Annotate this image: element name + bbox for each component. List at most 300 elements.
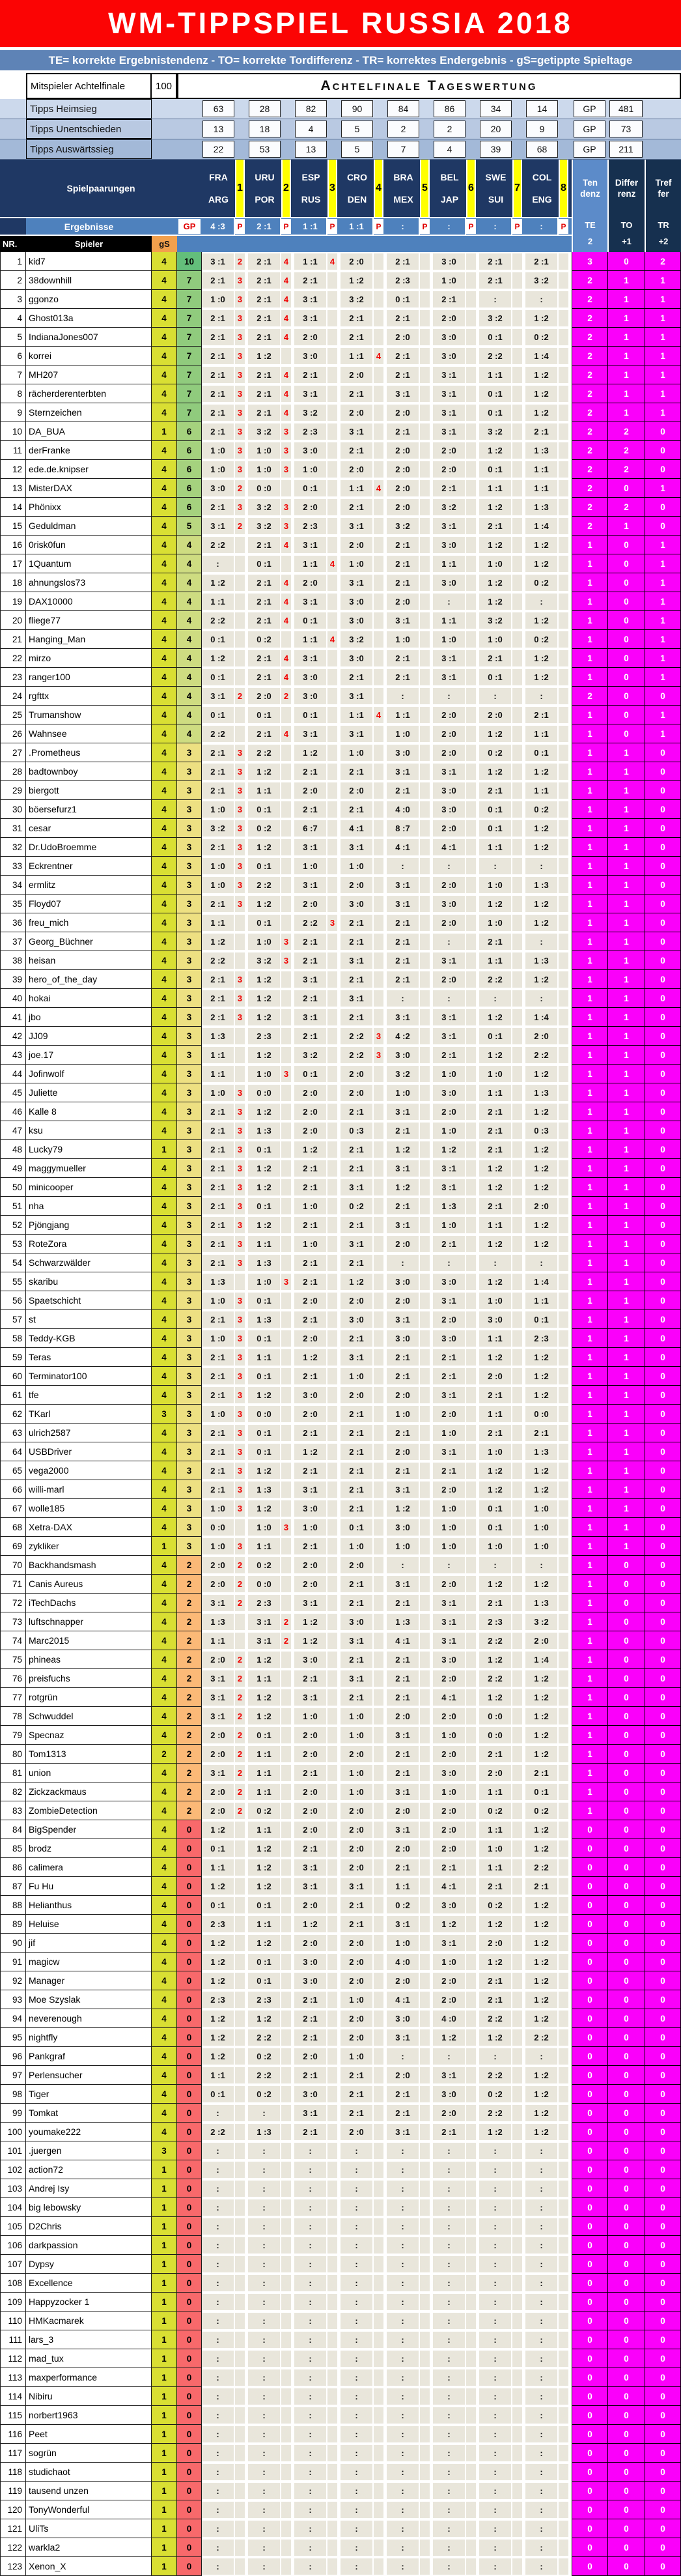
points-cell	[374, 2483, 383, 2499]
te-value: 0	[572, 1915, 607, 1934]
points-cell	[559, 2143, 568, 2159]
to-value: 1	[607, 819, 645, 838]
points-cell	[512, 2256, 522, 2272]
points-cell	[559, 1236, 568, 1252]
gs-value: 4	[152, 932, 177, 951]
score-cell: 2 :0	[479, 1935, 511, 1951]
points-cell	[235, 669, 245, 685]
score-cell: :	[479, 2407, 511, 2424]
points-cell	[512, 1104, 522, 1120]
tr-value: 1	[645, 592, 681, 611]
score-cell: 2 :1	[294, 1765, 326, 1781]
points-cell	[466, 2540, 476, 2556]
score-cell: 3 :1	[387, 1822, 419, 1838]
table-row	[0, 573, 681, 592]
empty-cell	[327, 139, 337, 159]
te-value: 1	[572, 1556, 607, 1575]
score-cell: 2 :0	[387, 1973, 419, 1989]
tipps-count: 68	[526, 141, 558, 158]
score-cell: 1 :0	[479, 877, 511, 893]
score-cell: :	[433, 2521, 465, 2537]
points-cell	[512, 1576, 522, 1592]
score-cell: 2 :1	[525, 1425, 557, 1441]
points-cell	[235, 915, 245, 931]
player-name: luftschnapper	[26, 1612, 152, 1631]
empty-cell	[374, 99, 383, 119]
player-name: Nibiru	[26, 2387, 152, 2406]
to-value: 0	[607, 2123, 645, 2141]
points-cell	[374, 952, 383, 969]
points-cell	[281, 707, 291, 723]
row-number: 19	[0, 592, 26, 611]
table-row	[0, 1971, 681, 1990]
tr-value: 0	[645, 1971, 681, 1990]
score-cell: :	[202, 2199, 234, 2216]
score-cell: 1 :2	[525, 1840, 557, 1857]
score-cell: 1 :0	[340, 1992, 372, 2008]
score-cell: :	[479, 2483, 511, 2499]
te-value: 0	[572, 2028, 607, 2047]
score-cell: :	[202, 2558, 234, 2575]
empty-cell	[337, 119, 340, 139]
score-cell: 2 :1	[202, 1311, 234, 1328]
points-cell	[281, 480, 291, 496]
score-cell: 0 :2	[248, 2048, 280, 2065]
score-cell: 1 :2	[202, 1973, 234, 1989]
tr-value: 0	[645, 762, 681, 781]
points-cell	[420, 1935, 430, 1951]
to-value: 0	[607, 2482, 645, 2500]
row-number: 113	[0, 2368, 26, 2387]
score-cell: 1 :2	[525, 650, 557, 666]
gp-value: 3	[177, 1140, 202, 1159]
score-cell: 1 :2	[248, 1689, 280, 1706]
row-number: 96	[0, 2047, 26, 2066]
blue-strip	[177, 236, 572, 252]
points-cell	[512, 1633, 522, 1649]
points-cell: 3	[281, 934, 291, 950]
points-cell	[374, 2124, 383, 2140]
gs-value: 1	[152, 2255, 177, 2274]
player-name: Pjöngjang	[26, 1216, 152, 1235]
row-number: 110	[0, 2311, 26, 2330]
to-value: 0	[607, 706, 645, 724]
score-cell: 1 :0	[479, 915, 511, 931]
gs-value: 1	[152, 2293, 177, 2311]
score-cell: 2 :1	[202, 423, 234, 440]
score-cell: 3 :0	[340, 612, 372, 629]
points-cell	[281, 2218, 291, 2235]
tr-value: 0	[645, 1159, 681, 1178]
points-cell	[374, 839, 383, 855]
score-cell: 1 :2	[202, 2011, 234, 2027]
gp-value: 0	[177, 1896, 202, 1915]
score-cell: 1 :2	[479, 537, 511, 553]
legend-bar: TE= korrekte Ergebnistendenz - TO= korrekte Tordifferenz - TR= korrektes Endergebnis - gS=getippte Spieltage	[0, 50, 681, 70]
points-cell	[327, 2332, 337, 2348]
gs-value: 4	[152, 554, 177, 573]
points-cell	[235, 2294, 245, 2310]
score-cell: 2 :1	[340, 1481, 372, 1498]
table-row	[0, 1046, 681, 1065]
table-row	[0, 2009, 681, 2028]
to-value: 2	[607, 422, 645, 441]
gp-value: 2	[177, 1707, 202, 1726]
score-cell: 2 :0	[433, 1746, 465, 1762]
score-cell: 2 :1	[387, 650, 419, 666]
te-value: 2	[572, 441, 607, 460]
points-cell	[420, 896, 430, 912]
score-cell: :	[433, 2558, 465, 2575]
score-cell: 2 :1	[202, 1425, 234, 1441]
points-cell	[559, 1859, 568, 1876]
score-cell: 1 :1	[340, 480, 372, 496]
score-cell: :	[294, 2237, 326, 2254]
points-cell	[327, 291, 337, 308]
points-cell	[420, 2218, 430, 2235]
row-number: 101	[0, 2141, 26, 2160]
player-name: Specnaz	[26, 1726, 152, 1745]
points-cell: 2	[235, 1652, 245, 1668]
gp-value: 0	[177, 1839, 202, 1858]
points-cell	[466, 272, 476, 289]
points-cell	[512, 1217, 522, 1233]
table-row	[0, 2028, 681, 2047]
points-cell	[374, 2558, 383, 2575]
score-cell: :	[525, 858, 557, 874]
score-cell: 1 :1	[294, 631, 326, 648]
score-cell: 2 :0	[340, 367, 372, 383]
points-cell	[420, 858, 430, 874]
score-cell: 0 :2	[248, 2086, 280, 2102]
score-cell: 2 :0	[387, 594, 419, 610]
points-cell	[420, 1179, 430, 1195]
tr-value: 0	[645, 1782, 681, 1801]
points-cell: 3	[235, 1368, 245, 1384]
points-cell	[512, 1973, 522, 1989]
gp-value: 0	[177, 2255, 202, 2274]
to-value: 1	[607, 517, 645, 536]
score-cell: 4 :0	[387, 1954, 419, 1970]
points-cell	[327, 367, 337, 383]
player-name: Dr.UdoBroemme	[26, 838, 152, 857]
points-cell	[281, 1822, 291, 1838]
te-value: 0	[572, 2179, 607, 2198]
gp-value: 3	[177, 1310, 202, 1329]
points-cell	[327, 518, 337, 534]
table-row	[0, 1537, 681, 1556]
gs-value: 1	[152, 1537, 177, 1556]
score-cell: 1 :2	[525, 367, 557, 383]
to-value: 1	[607, 1518, 645, 1537]
points-cell	[420, 2483, 430, 2499]
score-cell: 1 :2	[248, 1179, 280, 1195]
gs-value: 4	[152, 498, 177, 517]
gs-value: 4	[152, 1839, 177, 1858]
points-cell	[420, 971, 430, 988]
score-cell: :	[202, 2218, 234, 2235]
points-cell	[281, 631, 291, 648]
gp-value: 6	[177, 422, 202, 441]
points-cell	[374, 2313, 383, 2329]
points-cell	[374, 631, 383, 648]
te-value: 1	[572, 1405, 607, 1424]
points-cell	[559, 405, 568, 421]
points-cell	[559, 1444, 568, 1460]
points-cell	[512, 1274, 522, 1290]
tr-value: 0	[645, 1121, 681, 1140]
score-cell: 2 :0	[202, 1652, 234, 1668]
points-cell	[235, 575, 245, 591]
row-number: 9	[0, 403, 26, 422]
points-cell	[374, 2407, 383, 2424]
row-number: 103	[0, 2179, 26, 2198]
gs-value: 1	[152, 2482, 177, 2500]
gs-value: 4	[152, 384, 177, 403]
points-cell	[420, 1425, 430, 1441]
score-cell: 0 :2	[525, 631, 557, 648]
table-row	[0, 1367, 681, 1386]
score-cell: 2 :1	[340, 1652, 372, 1668]
score-cell: :	[202, 2294, 234, 2310]
te-value: 0	[572, 2425, 607, 2444]
points-cell	[327, 1236, 337, 1252]
row-number: 77	[0, 1688, 26, 1707]
points-cell	[420, 1047, 430, 1063]
score-cell: :	[433, 2332, 465, 2348]
points-cell	[559, 2332, 568, 2348]
points-cell	[327, 348, 337, 364]
gp-value: 0	[177, 2141, 202, 2160]
to-value: 2	[607, 460, 645, 479]
points-cell	[420, 1822, 430, 1838]
score-cell: 1 :0	[433, 1954, 465, 1970]
te-value: 1	[572, 1764, 607, 1782]
points-cell	[420, 1670, 430, 1687]
score-cell: :	[248, 2105, 280, 2121]
score-cell: 2 :1	[340, 1595, 372, 1611]
points-cell	[466, 990, 476, 1007]
score-cell: 1 :0	[387, 726, 419, 742]
to-value: 1	[607, 1480, 645, 1499]
points-cell	[512, 1935, 522, 1951]
to-value: 0	[607, 1990, 645, 2009]
score-cell: 3 :0	[340, 650, 372, 666]
score-cell: 3 :2	[248, 518, 280, 534]
points-cell	[281, 915, 291, 931]
score-cell: :	[294, 2275, 326, 2291]
score-cell: 3 :1	[340, 518, 372, 534]
score-cell: 1 :3	[525, 877, 557, 893]
score-cell: 2 :1	[387, 1689, 419, 1706]
player-name: warkla2	[26, 2538, 152, 2557]
score-cell: :	[433, 2351, 465, 2367]
row-number: 105	[0, 2217, 26, 2236]
score-cell: :	[525, 934, 557, 950]
score-cell: 2 :0	[340, 1293, 372, 1309]
empty-cell	[0, 119, 26, 139]
tr-value: 0	[645, 819, 681, 838]
gp-value: 5	[177, 517, 202, 536]
gp-total: 73	[609, 121, 643, 137]
score-cell: 1 :2	[525, 1727, 557, 1743]
gs-value: 4	[152, 1083, 177, 1102]
score-cell: 2 :0	[294, 1104, 326, 1120]
score-cell: 2 :0	[433, 1992, 465, 2008]
gp-value: 3	[177, 1065, 202, 1083]
tipps-count: 2	[434, 121, 466, 137]
table-row	[0, 1235, 681, 1253]
tipps-count: 4	[295, 121, 327, 137]
score-cell: 1 :2	[525, 1387, 557, 1403]
nr-header: NR.	[0, 236, 26, 252]
to-value: 1	[607, 1027, 645, 1046]
points-cell	[235, 2483, 245, 2499]
table-row	[0, 2482, 681, 2500]
points-cell: 4	[281, 575, 291, 591]
points-cell	[327, 1349, 337, 1366]
score-cell: 2 :0	[248, 688, 280, 704]
te-value: 1	[572, 1537, 607, 1556]
score-cell: 2 :2	[248, 2029, 280, 2046]
score-cell: :	[294, 2407, 326, 2424]
match-header	[525, 160, 559, 217]
score-cell: 2 :1	[479, 1141, 511, 1158]
gp-value: 3	[177, 1367, 202, 1386]
score-cell: 2 :1	[479, 934, 511, 950]
score-cell: :	[294, 2181, 326, 2197]
to-value: 0	[607, 2274, 645, 2293]
points-cell	[420, 367, 430, 383]
points-cell	[420, 764, 430, 780]
score-cell: 1 :0	[294, 461, 326, 478]
row-number: 73	[0, 1612, 26, 1631]
score-cell: :	[387, 2445, 419, 2461]
score-cell: :	[387, 2540, 419, 2556]
score-cell: 1 :0	[340, 1368, 372, 1384]
score-cell: :	[433, 934, 465, 950]
points-cell	[327, 1633, 337, 1649]
score-cell: 1 :0	[202, 1085, 234, 1101]
points-cell	[466, 1444, 476, 1460]
score-cell: :	[479, 2502, 511, 2518]
table-row	[0, 554, 681, 573]
gp-value: 0	[177, 2066, 202, 2085]
score-cell: 3 :1	[294, 594, 326, 610]
score-cell: :	[479, 2162, 511, 2178]
gp-value: 3	[177, 1102, 202, 1121]
points-cell	[327, 1670, 337, 1687]
score-cell: :	[525, 2332, 557, 2348]
table-row	[0, 951, 681, 970]
points-cell	[559, 858, 568, 874]
gs-value: 4	[152, 913, 177, 932]
score-cell: 1 :2	[202, 1822, 234, 1838]
points-cell	[420, 575, 430, 591]
gs-value: 2	[152, 1745, 177, 1764]
score-cell: :	[525, 2237, 557, 2254]
points-cell: 4	[374, 707, 383, 723]
points-cell	[281, 782, 291, 799]
to-value: 1	[607, 876, 645, 894]
player-name: preisfuchs	[26, 1669, 152, 1688]
score-cell: 2 :1	[294, 2029, 326, 2046]
empty-cell	[645, 99, 681, 119]
score-cell: 1 :2	[248, 1463, 280, 1479]
score-cell: 2 :1	[202, 764, 234, 780]
points-cell	[235, 2502, 245, 2518]
te-value: 1	[572, 857, 607, 876]
player-name: Marc2015	[26, 1631, 152, 1650]
points-cell	[327, 405, 337, 421]
points-cell	[559, 1387, 568, 1403]
score-cell: 1 :1	[248, 1670, 280, 1687]
to-value: 0	[607, 2009, 645, 2028]
points-cell	[374, 2218, 383, 2235]
points-cell	[420, 2256, 430, 2272]
te-value: 1	[572, 932, 607, 951]
te-value: 0	[572, 2104, 607, 2123]
score-cell: 4 :1	[433, 839, 465, 855]
tr-value: 1	[645, 554, 681, 573]
col-code: TR	[658, 220, 669, 230]
points-cell	[512, 2029, 522, 2046]
score-cell: :	[525, 990, 557, 1007]
gp-value: 4	[177, 630, 202, 649]
points-cell	[281, 801, 291, 818]
score-cell: 2 :2	[202, 612, 234, 629]
score-cell: 2 :1	[433, 1047, 465, 1063]
col-title	[646, 160, 681, 217]
score-cell: 1 :1	[248, 1822, 280, 1838]
score-cell: 2 :2	[479, 971, 511, 988]
points-cell	[327, 594, 337, 610]
to-value: 0	[607, 479, 645, 498]
score-cell: 1 :2	[248, 1160, 280, 1177]
to-value: 1	[607, 1008, 645, 1027]
points-cell	[512, 990, 522, 1007]
points-cell	[420, 1009, 430, 1025]
score-cell: :	[248, 2199, 280, 2216]
gp-value: 3	[177, 876, 202, 894]
page-title: WM-TIPPSPIEL RUSSIA 2018	[0, 0, 681, 47]
points-cell	[235, 2181, 245, 2197]
gp-value: 2	[177, 1688, 202, 1707]
points-cell	[281, 1727, 291, 1743]
tipps-row	[0, 139, 681, 160]
score-cell: 1 :2	[525, 310, 557, 326]
score-cell: :	[525, 2388, 557, 2405]
score-cell: 0 :1	[248, 1368, 280, 1384]
points-cell	[235, 2369, 245, 2386]
points-cell	[235, 2218, 245, 2235]
points-cell: 4	[327, 631, 337, 648]
points-cell	[374, 1992, 383, 2008]
score-cell: :	[387, 2558, 419, 2575]
points-cell	[466, 2048, 476, 2065]
score-cell: 2 :1	[294, 934, 326, 950]
points-cell	[327, 952, 337, 969]
empty-cell	[522, 99, 525, 119]
score-cell: 2 :1	[202, 405, 234, 421]
score-cell: :	[433, 2407, 465, 2424]
te-value: 0	[572, 2085, 607, 2104]
tr-value: 0	[645, 1820, 681, 1839]
away-team: SUI	[488, 194, 504, 205]
gp-value: 3	[177, 743, 202, 762]
gs-value: 4	[152, 951, 177, 970]
score-cell: 2 :0	[387, 442, 419, 459]
